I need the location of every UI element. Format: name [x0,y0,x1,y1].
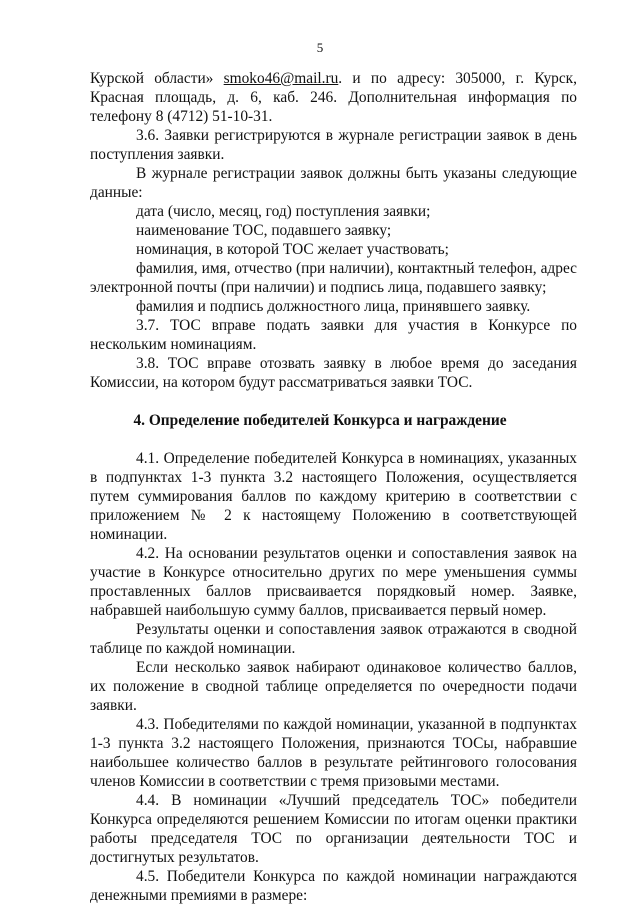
list-item: фамилия, имя, отчество (при наличии), контактный телефон, адрес [136,260,577,277]
text-fragment: Курской области» [90,70,224,87]
text-line: наибольшее количество баллов в результате рейтингового голосования [90,754,577,771]
text-line: участие в Конкурсе относительно других по мере уменьшения суммы [90,564,577,581]
text-line: приложением № 2 к настоящему Положению в соответствующей [90,507,577,524]
text-line: заявки. [90,697,137,714]
page-number: 5 [316,40,324,55]
text-line: работы председателя ТОС по организации деятельности ТОС и [90,830,577,847]
text-line: 4.5. Победители Конкурса по каждой номинации награждаются [136,868,577,885]
text-line: членов Комиссии в соответствии с тремя призовыми местами. [90,773,500,790]
text-line: Результаты оценки и сопоставления заявок отражаются в сводной [136,621,577,638]
text-line: 3.7. ТОС вправе подать заявки для участия в Конкурсе по [136,317,577,334]
text-line: в подпунктах 1-3 пункта 3.2 настоящего Положения, осуществляется [90,469,577,486]
list-item: дата (число, месяц, год) поступления заявки; [136,203,431,220]
text-line: телефону 8 (4712) 51-10-31. [90,108,273,125]
text-line: Конкурса определяются решением Комиссии по итогам оценки практики [90,811,577,828]
text-line: 3.8. ТОС вправе отозвать заявку в любое время до заседания [136,355,577,372]
list-item: номинация, в которой ТОС желает участвовать; [136,241,449,258]
text-line: нескольким номинациям. [90,336,257,353]
text-line: Комиссии, на котором будут рассматриваться заявки ТОС. [90,374,473,391]
text-line: 3.6. Заявки регистрируются в журнале регистрации заявок в день [136,127,577,144]
text-fragment: . и по адресу: 305000, г. Курск, [338,70,578,87]
text-line: В журнале регистрации заявок должны быть указаны следующие [136,165,577,182]
text-line: 4.3. Победителями по каждой номинации, указанной в подпунктах [136,716,577,733]
text-line: путем суммирования баллов по каждому критерию в соответствии с [90,488,577,505]
text-line [90,69,577,88]
text-line: таблице по каждой номинации. [90,640,296,657]
text-line: 4.1. Определение победителей Конкурса в номинациях, указанных [136,450,577,467]
text-line: электронной почты (при наличии) и подпись лица, подавшего заявку; [90,279,547,296]
text-line: набравшей наибольшую сумму баллов, присваивается первый номер. [90,602,547,619]
text-line: Красная площадь, д. 6, каб. 246. Дополнительная информация по [90,89,577,106]
text-line: их положение в сводной таблице определяется по очередности подачи [90,678,577,695]
text-line: поступления заявки. [90,146,225,163]
text-line: данные: [90,184,143,201]
list-item: наименование ТОС, подавшего заявку; [136,222,392,239]
text-line: Если несколько заявок набирают одинаковое количество баллов, [136,659,577,676]
text-line: 4.4. В номинации «Лучший председатель ТОС» победители [136,792,577,809]
text-line: 4.2. На основании результатов оценки и сопоставления заявок на [136,545,577,562]
list-item: фамилия и подпись должностного лица, принявшего заявку. [136,298,531,315]
text-line: 1-3 пункта 3.2 настоящего Положения, признаются ТОСы, набравшие [90,735,577,752]
text-line: проставленных баллов присваивается порядковый номер. Заявке, [90,583,577,600]
text-line: денежными премиями в размере: [90,887,308,904]
email-link[interactable]: smoko46@mail.ru [223,70,339,87]
text-line: достигнутых результатов. [90,849,259,866]
section-heading: 4. Определение победителей Конкурса и награждение [133,412,507,429]
text-line: номинации. [90,526,168,543]
